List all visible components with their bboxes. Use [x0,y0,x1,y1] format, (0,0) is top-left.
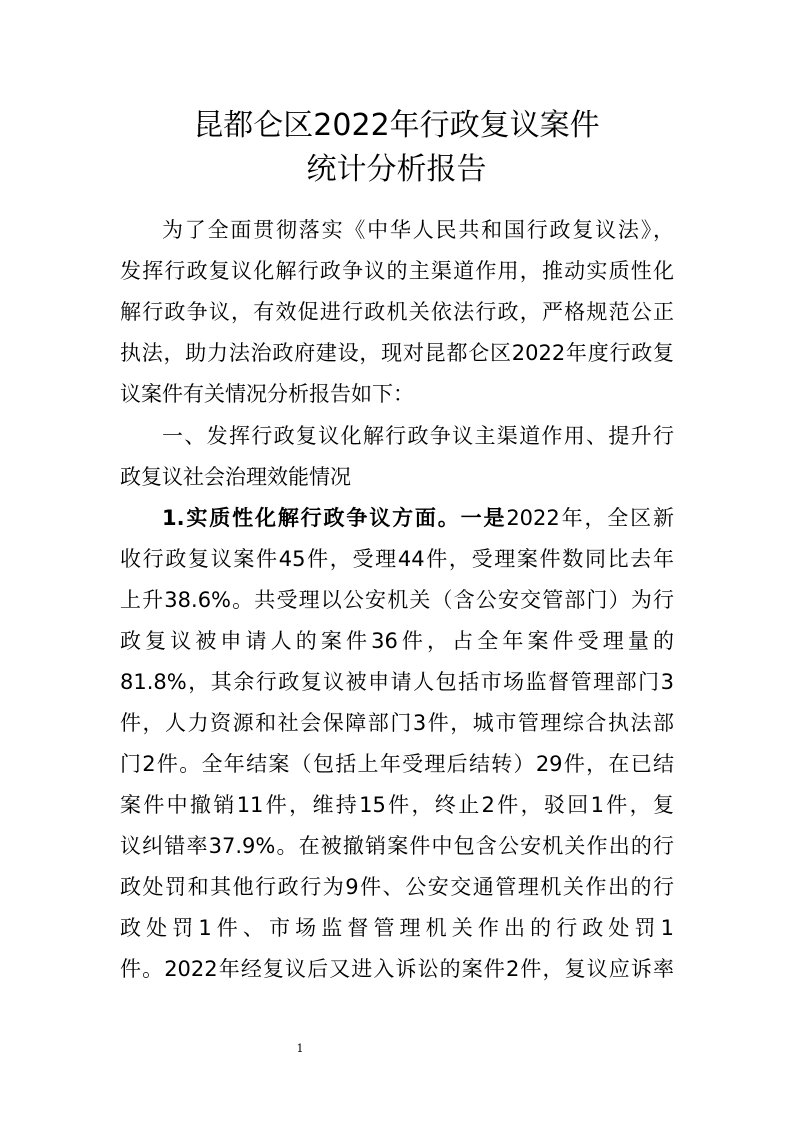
intro-line: 发挥行政复议化解行政争议的主渠道作用，推动实质性化 [120,259,674,283]
paragraph-line: 上升38.6%。共受理以公安机关（含公安交管部门）为行 [120,588,674,612]
paragraph-text: 2022年，全区新 [506,506,674,530]
page-number: 1 [296,1042,304,1055]
section-heading-line: 政复议社会治理效能情况 [120,465,351,489]
paragraph-line: 政处罚和其他行政行为9件、公安交通管理机关作出的行 [120,875,674,899]
paragraph-line: 件，人力资源和社会保障部门3件，城市管理综合执法部 [120,711,674,735]
paragraph-heading: 1.实质性化解行政争议方面。 [162,506,461,530]
intro-line: 执法，助力法治政府建设，现对昆都仑区2022年度行政复 [120,341,674,365]
intro-line: 议案件有关情况分析报告如下： [120,382,414,406]
document-title-line-1: 昆都仑区2022年行政复议案件 [193,108,600,143]
paragraph-line: 件。2022年经复议后又进入诉讼的案件2件，复议应诉率 [120,957,674,981]
paragraph-first-line [162,504,674,532]
paragraph-line: 81.8%，其余行政复议被申请人包括市场监督管理部门3 [120,670,674,694]
paragraph-line: 政处罚1件、市场监督管理机关作出的行政处罚1 [120,916,674,940]
intro-line: 解行政争议，有效促进行政机关依法行政，严格规范公正 [120,300,674,324]
paragraph-lead: 一是 [460,506,507,530]
section-heading-line: 一、发挥行政复议化解行政争议主渠道作用、提升行 [162,424,674,448]
paragraph-line: 议纠错率37.9%。在被撤销案件中包含公安机关作出的行 [120,834,674,858]
paragraph-line: 政复议被申请人的案件36件，占全年案件受理量的 [120,629,674,653]
paragraph-line: 收行政复议案件45件，受理44件，受理案件数同比去年 [120,547,674,571]
intro-line: 为了全面贯彻落实《中华人民共和国行政复议法》， [162,218,674,242]
paragraph-line: 案件中撤销11件，维持15件，终止2件，驳回1件，复 [120,793,674,817]
document-title-line-2: 统计分析报告 [306,152,487,187]
paragraph-line: 门2件。全年结案（包括上年受理后结转）29件，在已结 [120,752,674,776]
